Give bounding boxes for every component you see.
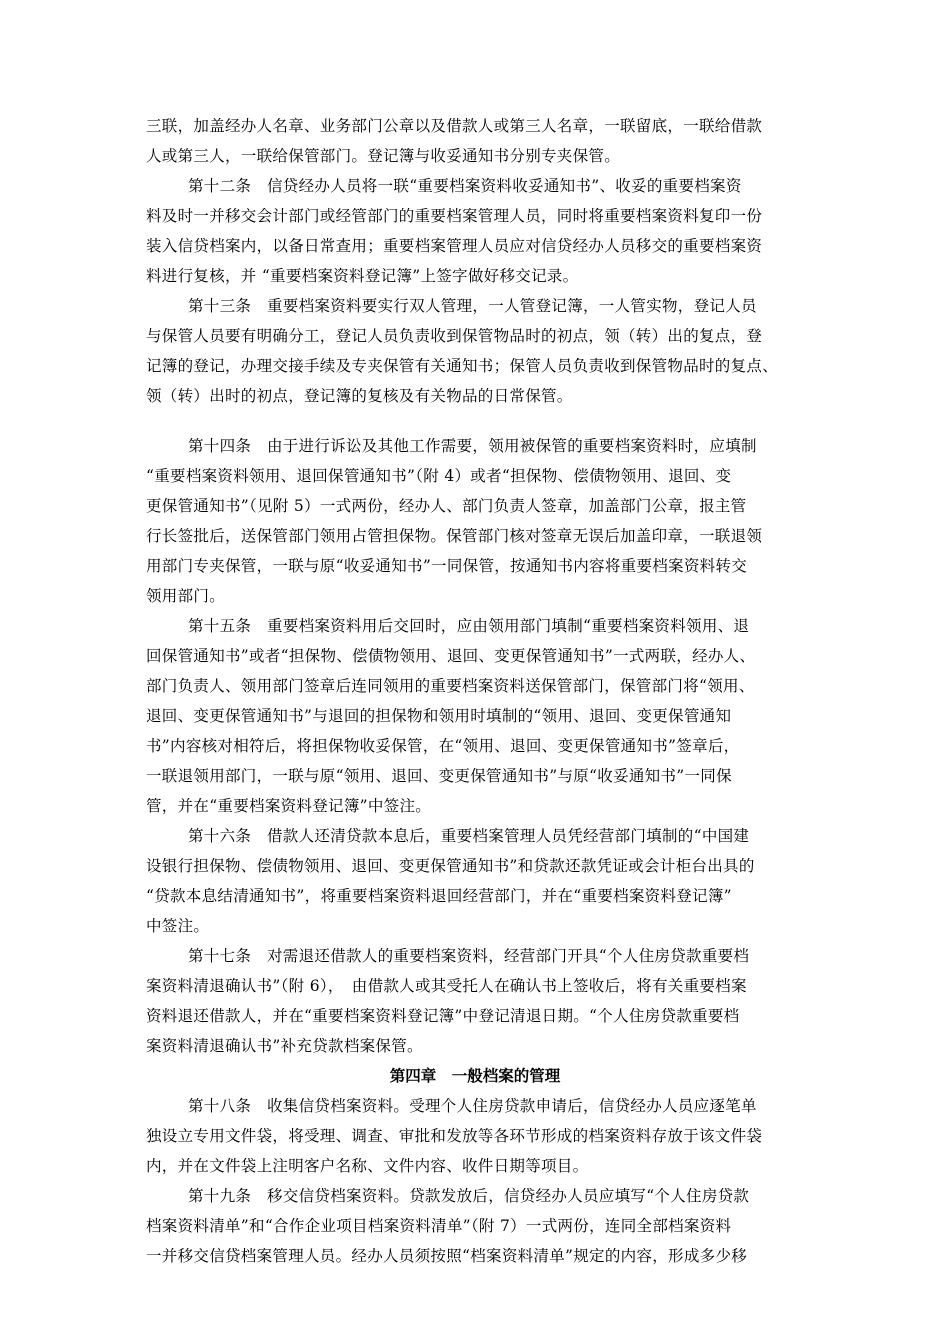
chapter-heading: 第四章 一般档案的管理 [389,1066,561,1085]
text-line: 装入信贷档案内，以备日常查用；重要档案管理人员应对信贷经办人员移交的重要档案资 [146,237,763,255]
text-line: 料进行复核，并 “重要档案资料登记簿”上签字做好移交记录。 [146,267,579,285]
text-line: 更保管通知书”（见附 5）一式两份，经办人、部门负责人签章，加盖部门公章，报主管 [146,497,747,515]
text-line: 人或第三人，一联给保管部门。登记簿与收妥通知书分别专夹保管。 [146,147,621,165]
text-line: 中签注。 [146,917,210,935]
article-17-first-line: 第十七条 对需退还借款人的重要档案资料，经营部门开具“个人住房贷款重要档 [188,947,750,965]
text-line: “重要档案资料领用、退回保管通知书”（附 4）或者“担保物、偿债物领用、退回、变 [146,467,732,485]
text-line: 内，并在文件袋上注明客户名称、文件内容、收件日期等项目。 [146,1157,589,1175]
text-line: 回保管通知书”或者“担保物、偿债物领用、退回、变更保管通知书”一式两联，经办人、 [146,647,756,665]
article-19-first-line: 第十九条 移交信贷档案资料。贷款发放后，信贷经办人员应填写“个人住房贷款 [188,1187,750,1205]
article-12-first-line: 第十二条 信贷经办人员将一联“重要档案资料收妥通知书”、收妥的重要档案资 [188,177,742,195]
text-line: 与保管人员要有明确分工，登记人员负责收到保管物品时的初点，领（转）出的复点，登 [146,327,763,345]
text-line: 案资料清退确认书”补充贷款档案保管。 [146,1037,423,1055]
text-line: 三联，加盖经办人名章、业务部门公章以及借款人或第三人名章，一联留底，一联给借款 [146,117,763,135]
text-line: 记簿的登记，办理交接手续及专夹保管有关通知书；保管人员负责收到保管物品时的复点、 [146,357,779,375]
article-13-first-line: 第十三条 重要档案资料要实行双人管理，一人管登记簿，一人管实物，登记人员 [188,297,757,315]
text-line: 退回、变更保管通知书”与退回的担保物和领用时填制的“领用、退回、变更保管通知 [146,707,732,725]
article-16-first-line: 第十六条 借款人还清贷款本息后，重要档案管理人员凭经营部门填制的“中国建 [188,827,750,845]
text-line: 行长签批后，送保管部门领用占管担保物。保管部门核对签章无误后加盖印章，一联退领 [146,527,763,545]
text-line: “贷款本息结清通知书”，将重要档案资料退回经营部门，并在“重要档案资料登记簿” [146,887,732,905]
text-line: 领用部门。 [146,587,226,605]
article-15-first-line: 第十五条 重要档案资料用后交回时，应由领用部门填制“重要档案资料领用、退 [188,617,750,635]
text-line: 领（转）出时的初点，登记簿的复核及有关物品的日常保管。 [146,387,573,405]
text-line: 料及时一并移交会计部门或经管部门的重要档案管理人员，同时将重要档案资料复印一份 [146,207,763,225]
text-line: 档案资料清单”和“合作企业项目档案资料清单”（附 7）一式两份，连同全部档案资料 [146,1217,732,1235]
text-line: 管，并在“重要档案资料登记簿”中签注。 [146,797,432,815]
text-line: 用部门专夹保管，一联与原“收妥通知书”一同保管，按通知书内容将重要档案资料转交 [146,557,748,575]
text-line: 资料退还借款人，并在“重要档案资料登记簿”中登记清退日期。“个人住房贷款重要档 [146,1007,740,1025]
text-line: 案资料清退确认书”（附 6）， 由借款人或其受托人在确认书上签收后，将有关重要档案 [146,977,747,995]
text-line: 一并移交信贷档案管理人员。经办人员须按照“档案资料清单”规定的内容，形成多少移 [146,1247,748,1265]
text-line: 设银行担保物、偿债物领用、退回、变更保管通知书”和贷款还款凭证或会计柜台出具的 [146,857,755,875]
text-line: 书”内容核对相符后，将担保物收妥保管，在“领用、退回、变更保管通知书”签章后， [146,737,740,755]
text-line: 部门负责人、领用部门签章后连同领用的重要档案资料送保管部门，保管部门将“领用、 [146,677,755,695]
text-line: 一联退领用部门，一联与原“领用、退回、变更保管通知书”与原“收妥通知书”一同保 [146,767,732,785]
article-14-first-line: 第十四条 由于进行诉讼及其他工作需要，领用被保管的重要档案资料时，应填制 [188,437,757,455]
text-line: 独设立专用文件袋，将受理、调查、审批和发放等各环节形成的档案资料存放于该文件袋 [146,1127,763,1145]
article-18-first-line: 第十八条 收集信贷档案资料。受理个人住房贷款申请后，信贷经办人员应逐笔单 [188,1097,757,1115]
